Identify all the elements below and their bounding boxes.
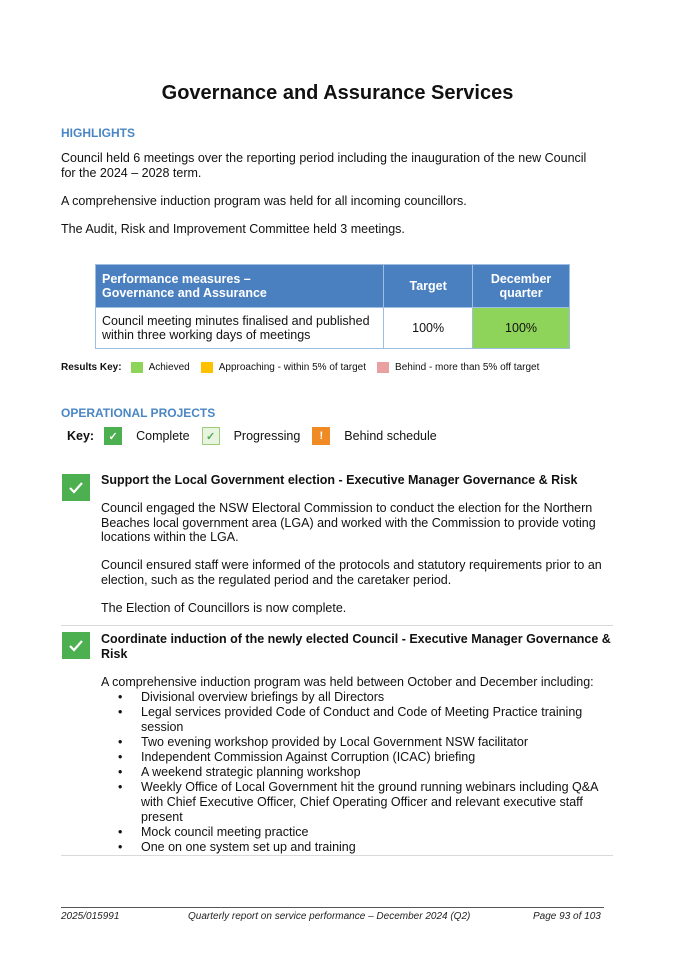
table-row	[96, 308, 570, 349]
key-item-label: Behind schedule	[344, 429, 437, 443]
complete-check-icon	[62, 632, 90, 659]
list-item: • Divisional overview briefings by all Directors	[101, 690, 613, 705]
check-icon: ✓	[104, 427, 122, 445]
complete-check-icon	[62, 474, 90, 501]
results-key	[61, 362, 550, 373]
approaching-swatch	[201, 362, 213, 373]
list-item: • Two evening workshop provided by Local Government NSW facilitator	[101, 735, 613, 750]
list-item: • A weekend strategic planning workshop	[101, 765, 613, 780]
project-bullet-list	[101, 690, 613, 855]
table-header-row	[96, 265, 570, 308]
project-intro: A comprehensive induction program was held between October and December including:	[101, 675, 594, 689]
results-key-label: Results Key:	[61, 362, 122, 373]
project-title: Support the Local Government election - Executive Manager Governance & Risk	[101, 473, 578, 487]
project-paragraph: Council ensured staff were informed of the protocols and statutory requirements prior to an election, such as the regulated period and the caretaker period.	[101, 558, 602, 587]
divider	[61, 625, 613, 626]
results-key-item: Approaching - within 5% of target	[218, 362, 367, 373]
exclamation-icon: !	[312, 427, 330, 445]
projects-key	[67, 427, 449, 445]
key-item-label: Progressing	[233, 429, 301, 443]
column-header-december-quarter: December quarter	[473, 265, 570, 308]
footer-page-number: Page 93 of 103	[533, 911, 601, 922]
result-cell: 100%	[473, 308, 570, 349]
highlight-paragraph: The Audit, Risk and Improvement Committee held 3 meetings.	[61, 222, 405, 236]
project-paragraph: The Election of Councillors is now complete.	[101, 601, 347, 615]
operational-projects-heading: OPERATIONAL PROJECTS	[61, 406, 216, 420]
key-item-label: Complete	[136, 429, 190, 443]
target-cell: 100%	[384, 308, 473, 349]
list-item: • One on one system set up and training	[101, 840, 613, 855]
list-item: • Weekly Office of Local Government hit the ground running webinars including Q&A with Chief Executive Officer, Chief Operating Officer and relevant executive staff present	[101, 780, 613, 825]
footer-rule	[61, 907, 604, 908]
column-header-measure: Performance measures – Governance and Assurance	[96, 265, 384, 308]
behind-swatch	[377, 362, 389, 373]
project-paragraph: Council engaged the NSW Electoral Commission to conduct the election for the Northern Beaches local government area (LGA) and worked with the Commission to provide voting locations within the LGA.	[101, 501, 596, 544]
projects-key-label: Key:	[67, 429, 95, 443]
list-item: • Independent Commission Against Corruption (ICAC) briefing	[101, 750, 613, 765]
footer-doc-number: 2025/015991	[61, 911, 120, 922]
list-item: • Legal services provided Code of Conduct and Code of Meeting Practice training session	[101, 705, 613, 735]
footer-report-title: Quarterly report on service performance – December 2024 (Q2)	[188, 911, 471, 922]
achieved-swatch	[131, 362, 143, 373]
divider	[61, 855, 613, 856]
progress-check-icon: ✓	[202, 427, 220, 445]
page-title: Governance and Assurance Services	[161, 82, 514, 104]
highlights-heading: HIGHLIGHTS	[61, 126, 135, 140]
highlight-paragraph: Council held 6 meetings over the reporting period including the inauguration of the new Council for the 2024 – 2028 term.	[61, 151, 587, 180]
list-item: • Mock council meeting practice	[101, 825, 613, 840]
measure-cell: Council meeting minutes finalised and published within three working days of meetings	[96, 308, 384, 349]
column-header-target: Target	[384, 265, 473, 308]
highlight-paragraph: A comprehensive induction program was held for all incoming councillors.	[61, 194, 467, 208]
results-key-item: Behind - more than 5% off target	[395, 362, 540, 373]
project-title: Coordinate induction of the newly elected Council - Executive Manager Governance & Risk	[101, 632, 611, 661]
performance-table	[95, 264, 570, 349]
results-key-item: Achieved	[148, 362, 190, 373]
